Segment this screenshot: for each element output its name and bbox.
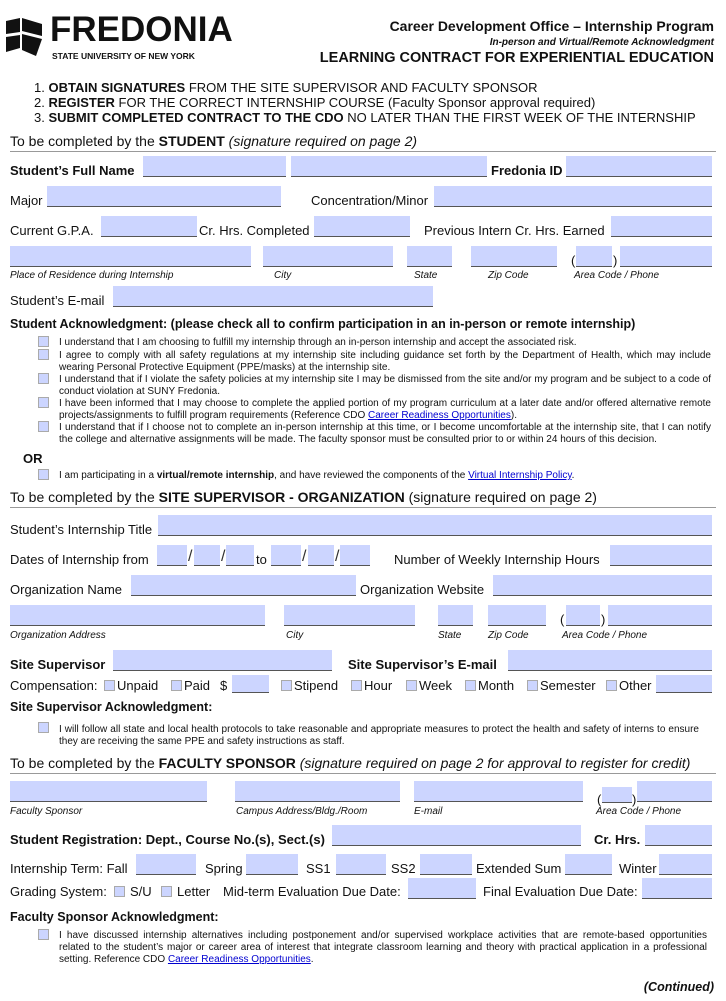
org-address-label: Organization Address <box>10 630 106 641</box>
faculty-cr-hrs-field[interactable] <box>645 825 712 846</box>
residence-label: Place of Residence during Internship <box>10 270 174 281</box>
site-ack-title: Site Supervisor Acknowledgment: <box>10 700 213 714</box>
paren-close: ) <box>601 612 606 627</box>
faculty-section-heading: To be completed by the FACULTY SPONSOR (signature required on page 2 for approval to register for credit) <box>10 755 691 771</box>
paid-checkbox[interactable] <box>171 680 182 691</box>
faculty-ack-title: Faculty Sponsor Acknowledgment: <box>10 910 219 924</box>
faculty-area-phone-label: Area Code / Phone <box>596 806 682 817</box>
internship-title-label: Student’s Internship Title <box>10 522 153 537</box>
date-slash: / <box>188 548 193 565</box>
start-month-field[interactable] <box>157 545 187 566</box>
final-date-field[interactable] <box>642 878 712 899</box>
org-state-label: State <box>438 630 462 641</box>
org-state-field[interactable] <box>438 605 473 626</box>
dollar-label: $ <box>220 678 228 693</box>
spring-field[interactable] <box>246 854 298 875</box>
logo-subtext: STATE UNIVERSITY OF NEW YORK <box>52 51 195 61</box>
winter-label: Winter <box>619 861 657 876</box>
office-title: Career Development Office – Internship Program <box>389 18 714 34</box>
start-year-field[interactable] <box>226 545 254 566</box>
org-area-phone-label: Area Code / Phone <box>562 630 648 641</box>
paren-close: ) <box>632 792 637 807</box>
stipend-checkbox[interactable] <box>281 680 292 691</box>
student-name-first-field[interactable] <box>143 156 286 177</box>
ack-checkbox-3[interactable] <box>38 373 49 384</box>
paid-label: Paid <box>184 678 211 693</box>
extended-field[interactable] <box>565 854 612 875</box>
virtual-checkbox[interactable] <box>38 469 49 480</box>
faculty-career-readiness-link[interactable]: Career Readiness Opportunities <box>167 954 311 965</box>
faculty-ack-checkbox[interactable] <box>38 929 49 940</box>
date-slash: / <box>335 548 340 565</box>
paren-close: ) <box>613 253 618 268</box>
org-city-field[interactable] <box>284 605 415 626</box>
faculty-cr-hrs-label: Cr. Hrs. <box>594 832 641 847</box>
org-website-field[interactable] <box>493 575 712 596</box>
ack-checkbox-1[interactable] <box>38 336 49 347</box>
final-label: Final Evaluation Due Date: <box>483 884 638 899</box>
hour-label: Hour <box>364 678 393 693</box>
midterm-label: Mid-term Evaluation Due Date: <box>223 884 401 899</box>
step-2: 2. REGISTER FOR THE CORRECT INTERNSHIP COURSE (Faculty Sponsor approval required) <box>34 95 596 110</box>
weekly-hours-field[interactable] <box>610 545 712 566</box>
weekly-hours-label: Number of Weekly Internship Hours <box>394 552 600 567</box>
email-label: Student’s E-mail <box>10 293 105 308</box>
letter-label: Letter <box>177 884 211 899</box>
unpaid-label: Unpaid <box>117 678 159 693</box>
state-field[interactable] <box>407 246 452 267</box>
virtual-policy-link[interactable]: Virtual Internship Policy <box>468 470 572 481</box>
supervisor-email-field[interactable] <box>508 650 712 671</box>
date-slash: / <box>221 548 226 565</box>
cr-hrs-label: Cr. Hrs. Completed <box>199 223 310 238</box>
site-ack-checkbox[interactable] <box>38 722 49 733</box>
header-subtitle: In-person and Virtual/Remote Acknowledgment <box>489 37 714 48</box>
faculty-email-field[interactable] <box>414 781 583 802</box>
letter-checkbox[interactable] <box>161 886 172 897</box>
concentration-field[interactable] <box>434 186 712 207</box>
paren-open: ( <box>571 253 576 268</box>
end-year-field[interactable] <box>340 545 370 566</box>
other-checkbox[interactable] <box>606 680 617 691</box>
paren-open: ( <box>597 792 602 807</box>
org-area-code-field[interactable] <box>566 605 600 626</box>
org-name-field[interactable] <box>131 575 356 596</box>
org-phone-field[interactable] <box>608 605 712 626</box>
career-readiness-link[interactable]: Career Readiness Opportunities <box>368 410 511 421</box>
stipend-label: Stipend <box>294 678 339 693</box>
ack-checkbox-5[interactable] <box>38 421 49 432</box>
extended-label: Extended Sum <box>476 861 562 876</box>
ss2-label: SS2 <box>391 861 416 876</box>
org-address-field[interactable] <box>10 605 265 626</box>
student-name-last-field[interactable] <box>291 156 487 177</box>
city-field[interactable] <box>263 246 393 267</box>
registration-field[interactable] <box>332 825 581 846</box>
area-phone-label: Area Code / Phone <box>574 270 660 281</box>
supervisor-label: Site Supervisor <box>10 657 106 672</box>
divider <box>10 507 716 508</box>
ack-item-2: I agree to comply with all safety regulations at my internship site including guidance set forth by the Department of Health, which may include wearing Personal Protective Equipment (PPE/masks) at the internship site. <box>59 350 711 373</box>
concentration-label: Concentration/Minor <box>311 193 429 208</box>
month-checkbox[interactable] <box>465 680 476 691</box>
to-label: to <box>256 552 267 567</box>
student-section-heading: To be completed by the STUDENT (signature required on page 2) <box>10 133 418 149</box>
divider <box>10 151 716 152</box>
org-zip-label: Zip Code <box>488 630 529 641</box>
week-checkbox[interactable] <box>406 680 417 691</box>
fredonia-logo-icon <box>6 18 44 58</box>
winter-field[interactable] <box>659 854 712 875</box>
area-code-field[interactable] <box>576 246 612 267</box>
hour-checkbox[interactable] <box>351 680 362 691</box>
gpa-label: Current G.P.A. <box>10 223 94 238</box>
registration-label: Student Registration: Dept., Course No.(s), Sect.(s) <box>10 832 325 847</box>
fredonia-id-field[interactable] <box>566 156 712 177</box>
faculty-phone-field[interactable] <box>637 781 712 802</box>
org-city-label: City <box>286 630 304 641</box>
ack-item-1: I understand that I am choosing to fulfill my internship through an in-person internship and accept the associated risk. <box>59 337 577 348</box>
semester-label: Semester <box>540 678 596 693</box>
su-label: S/U <box>130 884 152 899</box>
org-name-label: Organization Name <box>10 582 122 597</box>
end-day-field[interactable] <box>308 545 334 566</box>
full-name-label: Student’s Full Name <box>10 163 135 178</box>
residence-field[interactable] <box>10 246 251 267</box>
spring-label: Spring <box>205 861 243 876</box>
ack-item-3: I understand that if I violate the safety policies at my internship site I may be dismissed from the site and/or my program and be subject to a code of conduct violation at SUNY Fredonia. <box>59 374 711 397</box>
campus-address-field[interactable] <box>235 781 400 802</box>
fall-field[interactable] <box>136 854 196 875</box>
prev-intern-label: Previous Intern Cr. Hrs. Earned <box>424 223 605 238</box>
ss1-field[interactable] <box>336 854 386 875</box>
paren-open: ( <box>560 612 565 627</box>
faculty-ack-text: I have discussed internship alternatives including postponement and/or supervised workplace activities that are remote-based opportunities related to the student’s major or career area of interest that integrate classroom learning and theory with practical application in a professional setting. Reference CDO Career Readiness Opportunities. <box>59 930 707 965</box>
step-3: 3. SUBMIT COMPLETED CONTRACT TO THE CDO NO LATER THAN THE FIRST WEEK OF THE INTERNSHIP <box>34 110 696 125</box>
zip-field[interactable] <box>471 246 557 267</box>
phone-field[interactable] <box>620 246 712 267</box>
virtual-ack: I am participating in a virtual/remote internship, and have reviewed the components of the Virtual Internship Policy. <box>59 470 575 481</box>
step-1: 1. OBTAIN SIGNATURES FROM THE SITE SUPERVISOR AND FACULTY SPONSOR <box>34 80 538 95</box>
faculty-email-label: E-mail <box>414 806 443 817</box>
gpa-field[interactable] <box>101 216 197 237</box>
divider <box>10 773 716 774</box>
continued-label: (Continued) <box>643 980 714 994</box>
fredonia-id-label: Fredonia ID <box>491 163 563 178</box>
ack-item-4: I have been informed that I may choose to complete the applied portion of my program curriculum at a later date and/or offered alternative remote projects/assignments to fulfill program requirements (Reference CDO Career Readiness Opportunities). <box>59 398 711 421</box>
site-section-heading: To be completed by the SITE SUPERVISOR - ORGANIZATION (signature required on page 2) <box>10 489 597 505</box>
month-label: Month <box>478 678 515 693</box>
date-slash: / <box>302 548 307 565</box>
dates-from-label: Dates of Internship from <box>10 552 149 567</box>
logo-text: FREDONIA <box>50 10 233 49</box>
site-ack-text: I will follow all state and local health protocols to take reasonable and appropriate measures to protect the health and safety of interns to ensure they are receiving the same PPE and safety instructions as staff. <box>59 724 699 747</box>
student-ack-title: Student Acknowledgment: (please check all to confirm participation in an in-person or remote internship) <box>10 317 636 331</box>
major-field[interactable] <box>47 186 281 207</box>
semester-checkbox[interactable] <box>527 680 538 691</box>
or-label: OR <box>23 451 43 466</box>
ack-item-5: I understand that if I choose not to complete an in-person internship at this time, or I become uncomfortable at the internship site, that I can notify the college and alternative assignments will be made. The faculty sponsor must be consulted prior to or within 24 hours of this decision. <box>59 422 711 445</box>
other-label: Other <box>619 678 652 693</box>
term-label: Internship Term: Fall <box>10 861 128 876</box>
cr-hrs-field[interactable] <box>314 216 410 237</box>
major-label: Major <box>10 193 43 208</box>
form-title: LEARNING CONTRACT FOR EXPERIENTIAL EDUCATION <box>319 50 714 66</box>
midterm-date-field[interactable] <box>408 878 476 899</box>
ack-checkbox-4[interactable] <box>38 397 49 408</box>
campus-address-label: Campus Address/Bldg./Room <box>236 806 368 817</box>
fredonia-logo <box>6 10 266 64</box>
start-day-field[interactable] <box>194 545 220 566</box>
unpaid-checkbox[interactable] <box>104 680 115 691</box>
ss1-label: SS1 <box>306 861 331 876</box>
faculty-sponsor-field[interactable] <box>10 781 207 802</box>
other-comp-field[interactable] <box>656 675 712 693</box>
org-website-label: Organization Website <box>360 582 485 597</box>
faculty-sponsor-label: Faculty Sponsor <box>10 806 83 817</box>
end-month-field[interactable] <box>271 545 301 566</box>
su-checkbox[interactable] <box>114 886 125 897</box>
state-label: State <box>414 270 438 281</box>
faculty-area-code-field[interactable] <box>602 787 632 803</box>
ack-checkbox-2[interactable] <box>38 349 49 360</box>
grading-label: Grading System: <box>10 884 107 899</box>
internship-title-field[interactable] <box>158 515 712 536</box>
zip-label: Zip Code <box>488 270 529 281</box>
pay-amount-field[interactable] <box>232 675 269 693</box>
prev-intern-field[interactable] <box>611 216 712 237</box>
ss2-field[interactable] <box>420 854 472 875</box>
supervisor-name-field[interactable] <box>113 650 332 671</box>
supervisor-email-label: Site Supervisor’s E-mail <box>348 657 497 672</box>
compensation-label: Compensation: <box>10 678 98 693</box>
week-label: Week <box>419 678 452 693</box>
org-zip-field[interactable] <box>488 605 546 626</box>
student-email-field[interactable] <box>113 286 433 307</box>
city-label: City <box>274 270 292 281</box>
